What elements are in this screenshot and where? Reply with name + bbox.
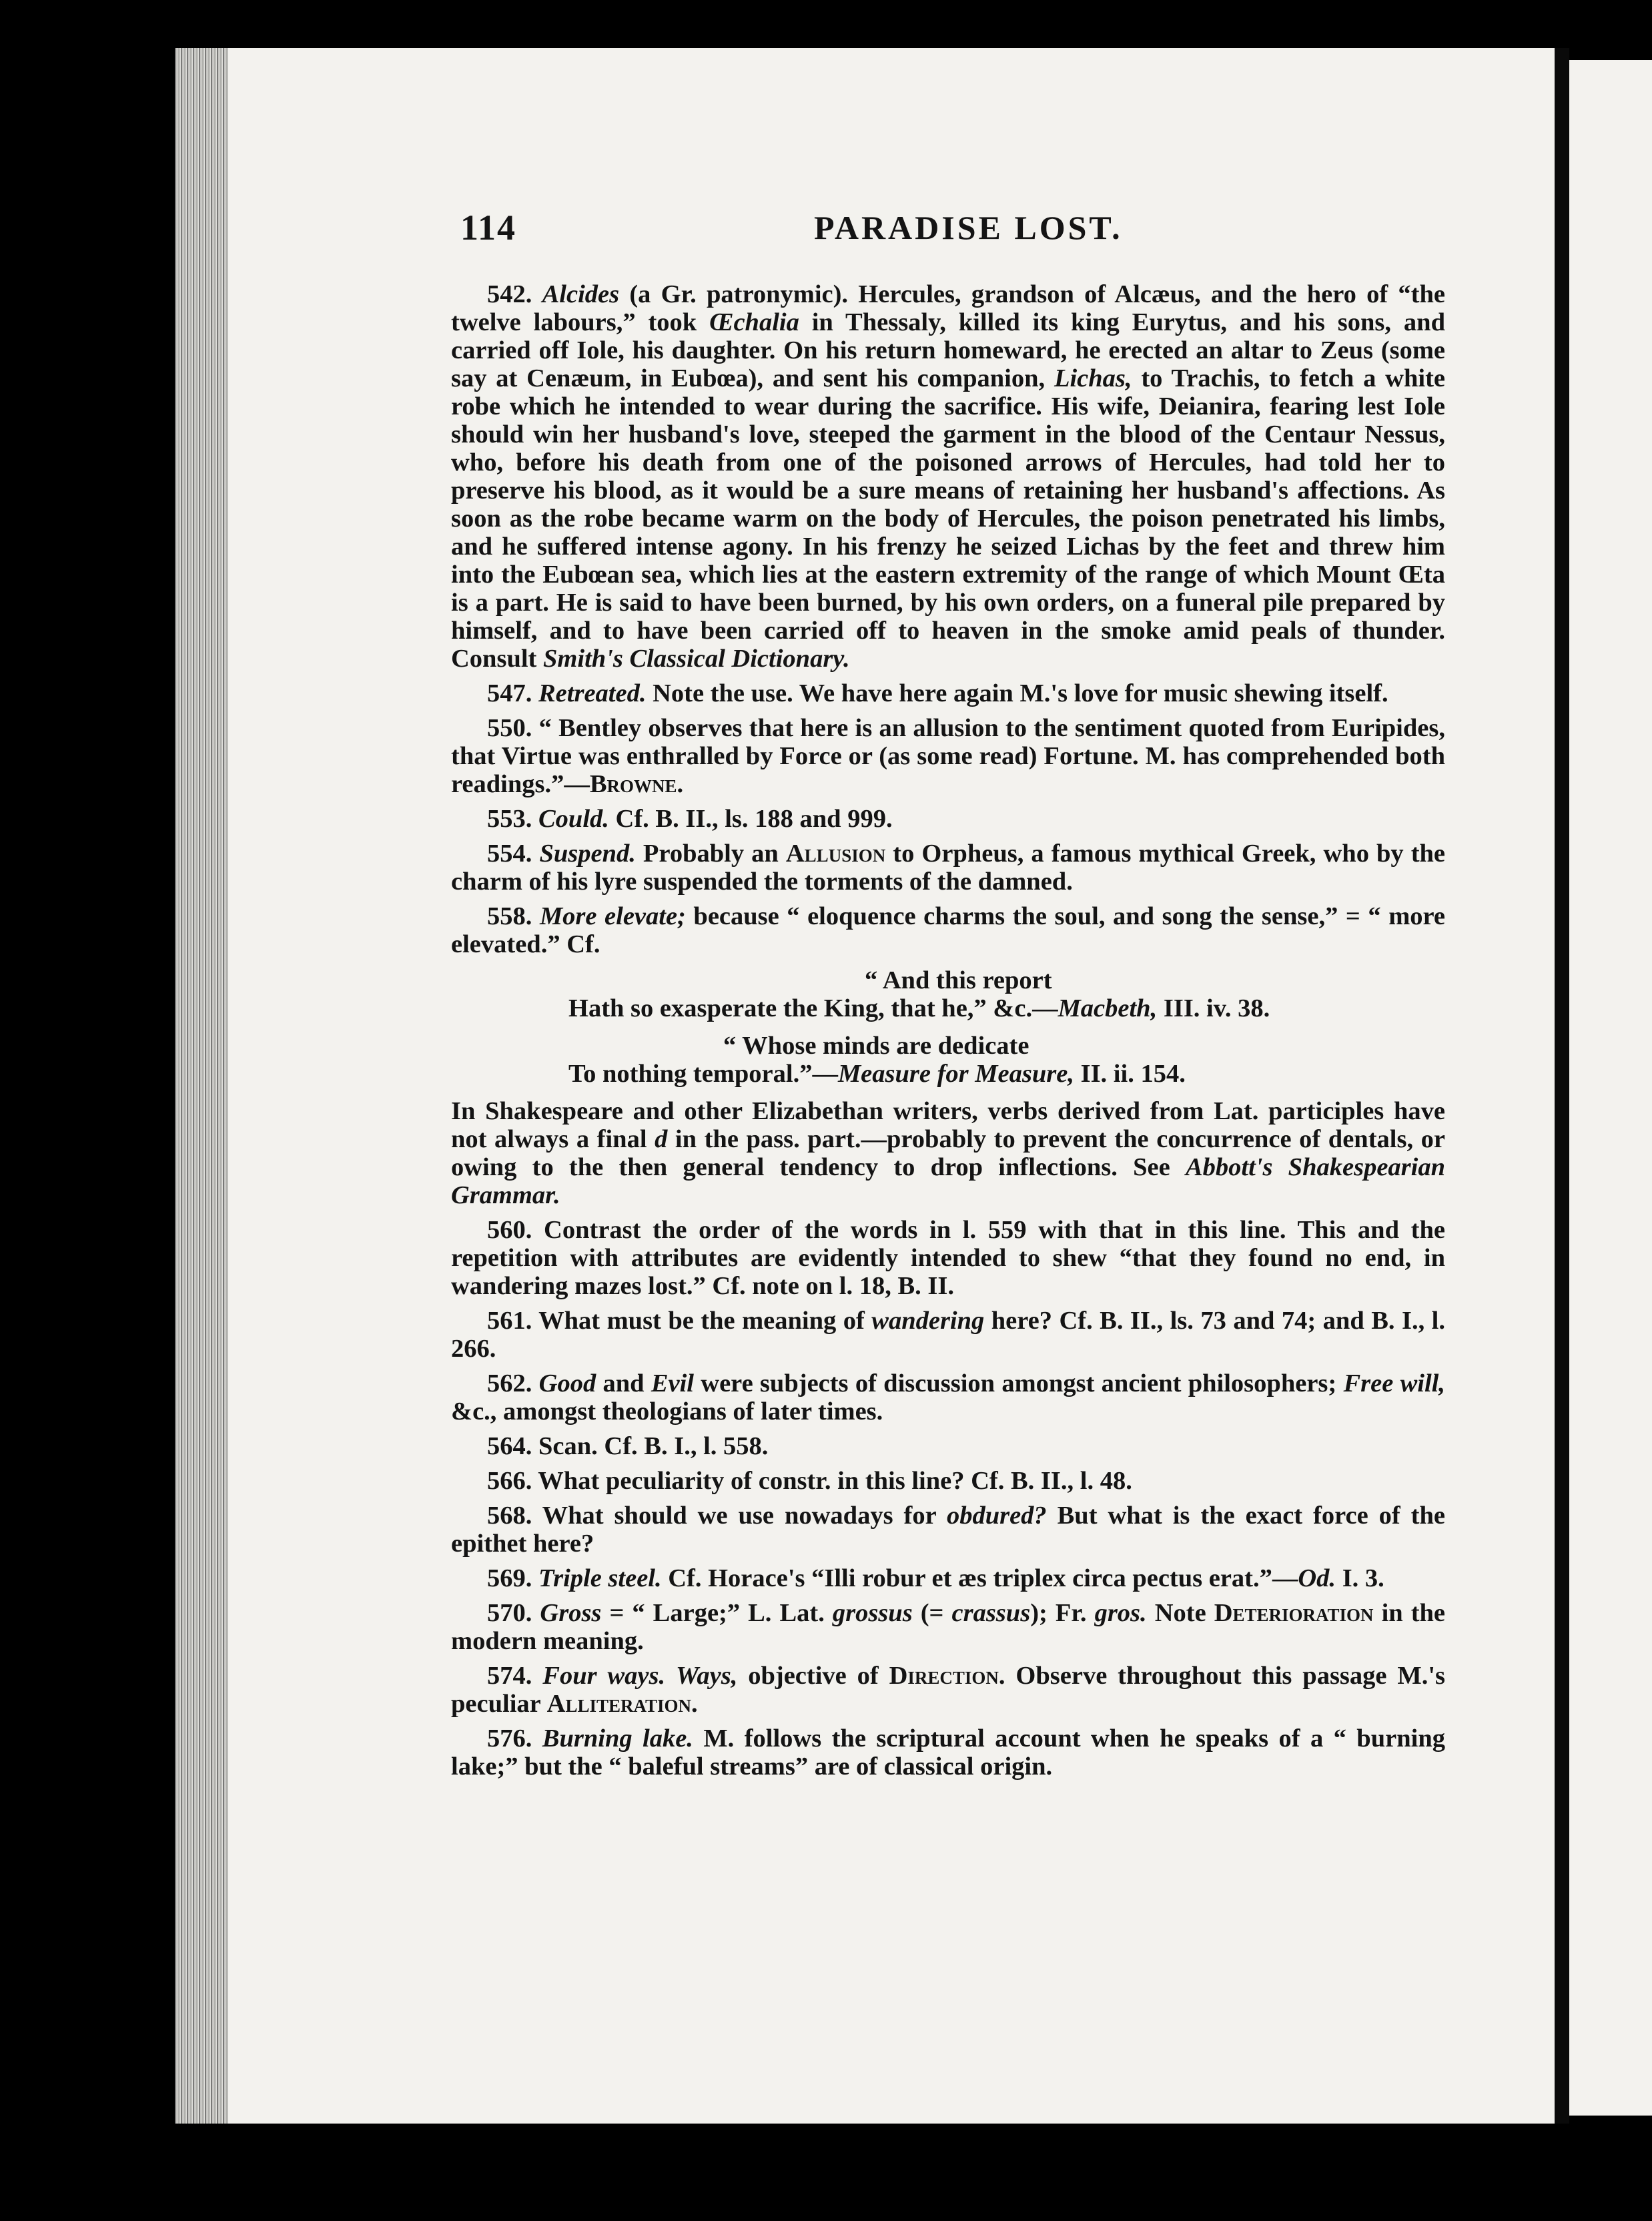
note-number: 550. — [487, 714, 532, 742]
notes-body — [451, 280, 1445, 1787]
note-italic: Abbott's Shakespearian Grammar. — [451, 1153, 1446, 1209]
page-edges — [175, 48, 228, 2124]
note-italic: Smith's Classical Dictionary. — [543, 645, 850, 673]
quote-line: “ And this report — [865, 966, 1052, 994]
note-text: in Thessaly, killed its king Eurytus, and his sons, and carried off Iole, his daughter. On his return homeward, he erected an altar to Zeus (some say at Cenæum, in Eubœa), and sent his companion, — [451, 308, 1445, 392]
note-text: But what is the exact force of the epithet here? — [451, 1502, 1445, 1558]
note-shakespeare — [451, 1097, 1445, 1209]
note-text: Cf. Horace's “Illi robur et æs triplex circa pectus erat.”— — [661, 1564, 1298, 1592]
note-568 — [451, 1502, 1445, 1558]
note-number: 566. — [487, 1467, 532, 1495]
note-number: 561. — [487, 1307, 532, 1335]
running-head: PARADISE LOST. — [814, 209, 1123, 246]
quote-text: Hath so exasperate the King, that he,” &c.— — [568, 994, 1058, 1022]
quote-macbeth — [451, 966, 1445, 1022]
note-text: here? Cf. B. II., ls. 73 and 74; and B. I., l. 266. — [451, 1307, 1445, 1363]
note-smallcaps: Browne. — [589, 770, 684, 798]
note-italic: Od. — [1298, 1564, 1336, 1592]
note-562 — [451, 1369, 1445, 1425]
note-number: 569. — [487, 1564, 532, 1592]
note-text: in the modern meaning. — [451, 1599, 1446, 1655]
note-number: 564. — [487, 1432, 532, 1460]
quote-ref: II. ii. 154. — [1074, 1060, 1186, 1088]
note-text: to Orpheus, a famous mythical Greek, who by the charm of his lyre suspended the torments of the damned. — [451, 840, 1446, 896]
note-text: What should we use nowadays for — [532, 1502, 947, 1530]
note-text: In Shakespeare and other Elizabethan writers, verbs derived from Lat. participles have not always a final — [451, 1097, 1445, 1153]
quote-source: Macbeth, — [1058, 994, 1158, 1022]
note-text — [665, 1662, 676, 1690]
note-lemma: Retreated. — [538, 679, 647, 707]
note-italic: Evil — [651, 1369, 695, 1397]
note-text: Note — [1146, 1599, 1214, 1627]
note-lemma: Triple steel. — [538, 1564, 662, 1592]
note-lemma: Burning lake. — [542, 1724, 693, 1753]
quote-ref: III. iv. 38. — [1157, 994, 1270, 1022]
note-569 — [451, 1564, 1445, 1592]
note-text: = “ Large;” L. Lat. — [601, 1599, 833, 1627]
note-text: because “ eloquence charms the soul, and song the sense,” = “ more elevated.” Cf. — [451, 902, 1446, 958]
note-lemma: Could. — [538, 805, 609, 833]
note-text: (= — [912, 1599, 952, 1627]
quote-text: To nothing temporal.”— — [568, 1060, 838, 1088]
note-italic: grossus — [832, 1599, 913, 1627]
note-italic: obdured? — [946, 1502, 1047, 1530]
note-text: to Trachis, to fetch a white robe which he intended to wear during the sacrifice. His wife, Deianira, fearing lest Iole should win her husband's love, steeped the garment in the blood of the Centaur Nessus, who, before his death from one of the poisoned arrows of Hercules, had told her to preserve his blood, as it would be a sure means of retaining her husband's affections. As soon as the robe became warm on the body of Hercules, the poison penetrated his limbs, and he suffered intense agony. In his frenzy he seized Lichas by the feet and threw him into the Eubœan sea, which lies at the eastern extremity of the range of which Mount Œta is a part. He is said to have been burned, by his own orders, on a funeral pile prepared by himself, and to have been carried off to heaven in the smoke amid peals of thunder. Consult — [451, 364, 1445, 673]
note-number: 568. — [487, 1502, 532, 1530]
note-number: 542. — [487, 280, 532, 308]
note-text: Cf. B. II., ls. 188 and 999. — [608, 805, 893, 833]
note-lemma: Gross — [540, 1599, 602, 1627]
note-550 — [451, 714, 1445, 798]
quote-source: Measure for Measure, — [837, 1060, 1074, 1088]
note-italic: d — [655, 1125, 668, 1153]
note-text: I. 3. — [1336, 1564, 1384, 1592]
note-553 — [451, 805, 1445, 833]
note-561 — [451, 1307, 1445, 1363]
note-lemma: Alcides — [542, 280, 620, 308]
note-italic: wandering — [871, 1307, 985, 1335]
note-text: Observe throughout this passage M.'s peculiar — [451, 1662, 1446, 1718]
note-text: were subjects of discussion amongst ancient philosophers; — [694, 1369, 1344, 1397]
note-570 — [451, 1599, 1445, 1655]
note-italic: Lichas, — [1054, 364, 1132, 392]
quote-line: “ Whose minds are dedicate — [723, 1032, 1029, 1060]
note-text: objective of — [737, 1662, 889, 1690]
note-564 — [451, 1432, 1445, 1460]
note-558 — [451, 902, 1445, 958]
note-text: “ Bentley observes that here is an allusion to the sentiment quoted from Euripides, that Virtue was enthralled by Force or (as some read) Fortune. M. has comprehended both readings.”— — [451, 714, 1445, 798]
note-text: Contrast the order of the words in l. 559 with that in this line. This and the repetition with attributes are evidently intended to shew “that they found no end, in wandering mazes lost.” Cf. note on l. 18, B. II. — [451, 1216, 1445, 1300]
note-number: 547. — [487, 679, 532, 707]
note-574 — [451, 1662, 1445, 1718]
note-number: 576. — [487, 1724, 532, 1753]
note-number: 574. — [487, 1662, 532, 1690]
note-text: Note the use. We have here again M.'s love for music shewing itself. — [646, 679, 1388, 707]
facing-page-edge — [1569, 60, 1652, 2116]
quote-measure — [451, 1032, 1445, 1088]
note-italic: gros. — [1094, 1599, 1147, 1627]
page-number: 114 — [460, 208, 517, 248]
note-number: 554. — [487, 840, 532, 868]
note-italic: Ways, — [676, 1662, 738, 1690]
note-542 — [451, 280, 1445, 673]
note-number: 560. — [487, 1216, 532, 1244]
note-lemma: More elevate; — [539, 902, 686, 930]
note-number: 553. — [487, 805, 532, 833]
note-text: What must be the meaning of — [532, 1307, 872, 1335]
note-smallcaps: Deterioration — [1214, 1599, 1374, 1627]
note-text: M. follows the scriptural account when he speaks of a “ burning lake;” but the “ baleful streams” are of classical origin. — [451, 1724, 1445, 1781]
note-number: 562. — [487, 1369, 532, 1397]
note-lemma: Suspend. — [539, 840, 636, 868]
note-italic: Œchalia — [709, 308, 799, 336]
book-gutter — [1555, 48, 1569, 2124]
note-text: and — [596, 1369, 651, 1397]
note-text: ); Fr. — [1030, 1599, 1095, 1627]
note-text: &c., amongst theologians of later times. — [451, 1397, 883, 1425]
quote-line — [451, 1060, 1445, 1088]
note-554 — [451, 840, 1445, 896]
note-text: What peculiarity of constr. in this line? Cf. B. II., l. 48. — [532, 1467, 1132, 1495]
note-smallcaps: Alliteration. — [546, 1690, 698, 1718]
note-text: in the pass. part.—probably to prevent the concurrence of dentals, or owing to the then general tendency to drop inflections. See — [451, 1125, 1445, 1181]
note-lemma: Four ways. — [542, 1662, 666, 1690]
note-text: (a Gr. patronymic). Hercules, grandson of Alcæus, and the hero of “the twelve labours,” took — [451, 280, 1446, 336]
note-italic: crassus — [951, 1599, 1031, 1627]
note-text: Probably an — [635, 840, 786, 868]
note-smallcaps: Direction. — [889, 1662, 1005, 1690]
quote-line — [451, 994, 1445, 1022]
note-566 — [451, 1467, 1445, 1495]
note-number: 570. — [487, 1599, 532, 1627]
note-smallcaps: Allusion — [785, 840, 886, 868]
note-text: Scan. Cf. B. I., l. 558. — [532, 1432, 769, 1460]
note-576 — [451, 1724, 1445, 1781]
note-lemma: Good — [538, 1369, 596, 1397]
note-italic: Free will, — [1343, 1369, 1446, 1397]
note-number: 558. — [487, 902, 532, 930]
note-547 — [451, 679, 1445, 707]
note-560 — [451, 1216, 1445, 1300]
